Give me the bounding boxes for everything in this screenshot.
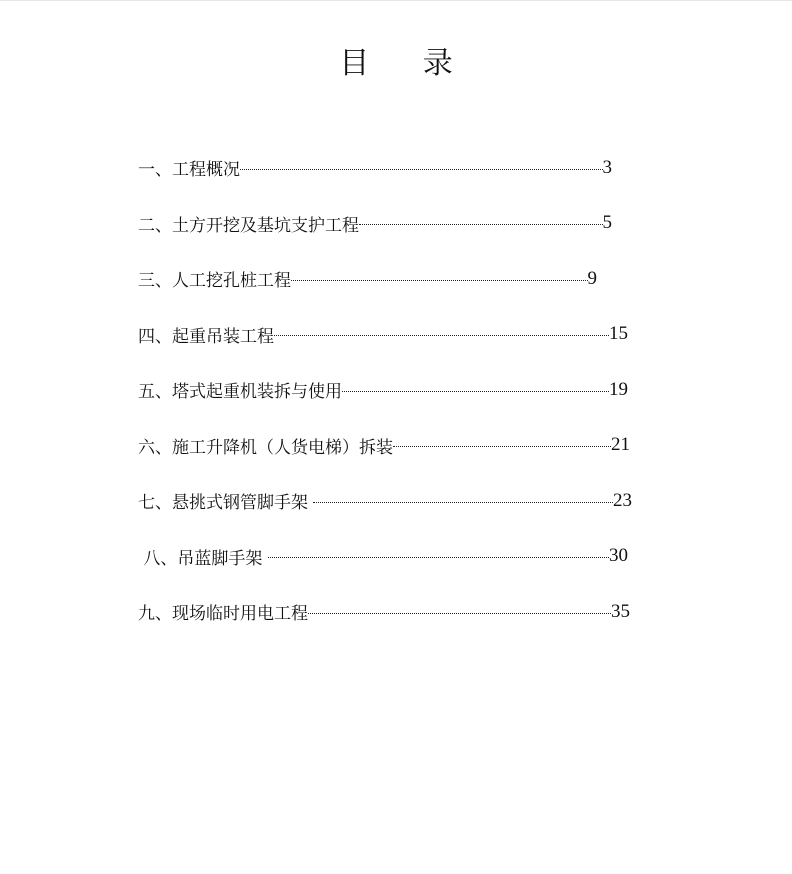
toc-dot-leader — [291, 280, 588, 281]
toc-entry-label: 八、吊蓝脚手架 — [138, 548, 268, 569]
toc-dot-leader — [313, 502, 613, 503]
toc-entry-label: 二、土方开挖及基坑支护工程 — [138, 215, 359, 236]
toc-entry-page: 23 — [613, 489, 632, 511]
toc-dot-leader — [342, 391, 609, 392]
toc-entry-label: 六、施工升降机（人货电梯）拆装 — [138, 437, 393, 458]
toc-entry-page: 35 — [611, 600, 630, 622]
toc-entry[interactable] — [138, 418, 638, 474]
toc-entry-page: 30 — [609, 545, 628, 567]
toc-entry-page: 3 — [602, 156, 612, 178]
toc-entry-page: 5 — [602, 212, 612, 234]
toc-dot-leader — [308, 613, 611, 614]
toc-entry[interactable] — [138, 362, 638, 418]
toc-entry[interactable] — [138, 196, 638, 252]
toc-entry-label: 五、塔式起重机装拆与使用 — [138, 382, 342, 403]
toc-entry-label: 七、悬挑式钢管脚手架 — [138, 493, 314, 514]
page-title: 目 录 — [339, 46, 475, 81]
toc-entry-label: 一、工程概况 — [138, 160, 240, 181]
toc-entry[interactable] — [138, 251, 638, 307]
toc-dot-leader — [268, 557, 609, 558]
page-top-edge — [0, 0, 792, 1]
toc-entry-page: 21 — [611, 434, 630, 456]
toc-entry-page: 9 — [587, 267, 597, 289]
toc-entry-label: 三、人工挖孔桩工程 — [138, 271, 291, 292]
toc-entry[interactable] — [138, 584, 638, 640]
toc-entry[interactable] — [138, 529, 638, 585]
toc-entry-label: 九、现场临时用电工程 — [138, 604, 308, 625]
toc-dot-leader — [359, 224, 603, 225]
toc-dot-leader — [274, 335, 609, 336]
toc-dot-leader — [393, 446, 611, 447]
toc-entry[interactable] — [138, 473, 638, 529]
toc-entry-page: 19 — [609, 378, 628, 400]
table-of-contents — [138, 140, 638, 640]
toc-entry-page: 15 — [609, 323, 628, 345]
toc-entry[interactable] — [138, 307, 638, 363]
toc-entry[interactable] — [138, 140, 638, 196]
toc-dot-leader — [240, 169, 603, 170]
toc-entry-label: 四、起重吊装工程 — [138, 326, 274, 347]
